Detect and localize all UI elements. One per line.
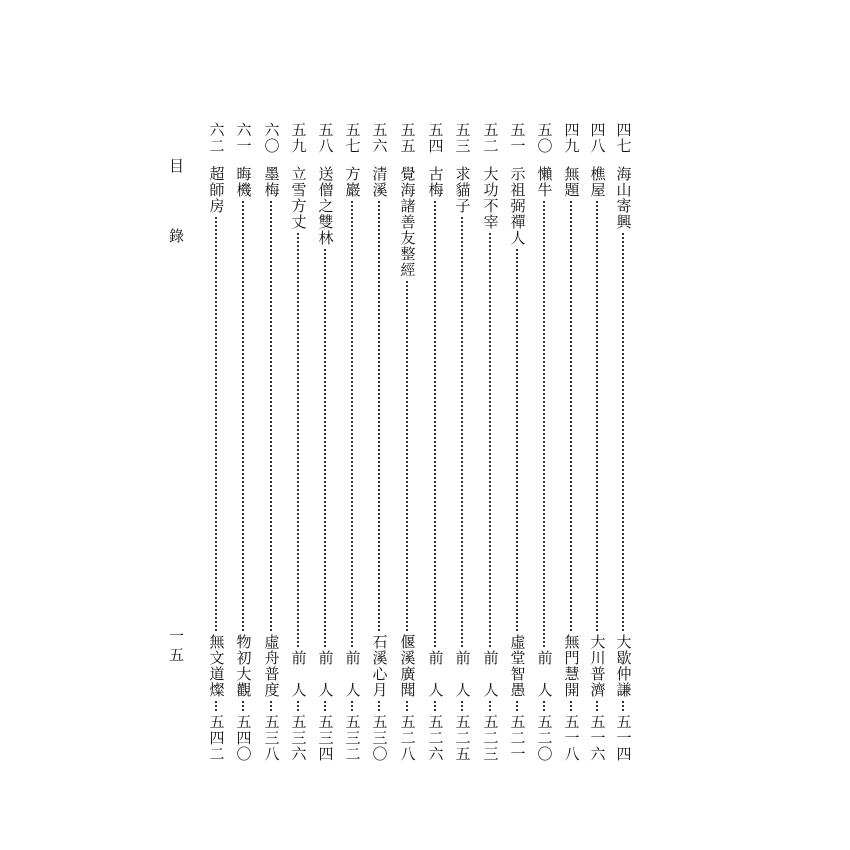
entry-title: 大功不宰 xyxy=(481,166,500,230)
dot-leader xyxy=(543,701,545,711)
toc-entry[interactable] xyxy=(396,122,418,762)
dot-leader xyxy=(570,201,572,631)
entry-number: 六二 xyxy=(207,122,226,154)
entry-page: 五二〇 xyxy=(535,714,554,762)
entry-page: 五三〇 xyxy=(370,714,389,762)
entry-title: 求貓子 xyxy=(453,166,472,214)
toc-entry[interactable] xyxy=(560,122,582,762)
dot-leader xyxy=(351,201,353,647)
entry-page: 五一六 xyxy=(588,714,607,762)
entry-title: 清溪 xyxy=(370,166,389,198)
dot-leader xyxy=(434,201,436,647)
dot-leader xyxy=(489,701,491,711)
entry-number: 四八 xyxy=(588,122,607,154)
entry-number: 四七 xyxy=(614,122,633,154)
entry-title: 古梅 xyxy=(426,166,445,198)
dot-leader xyxy=(215,217,217,631)
dot-leader xyxy=(461,701,463,711)
dot-leader xyxy=(516,249,518,631)
entry-title: 晦機 xyxy=(234,166,253,198)
entry-title: 送僧之雙林 xyxy=(316,166,335,246)
dot-leader xyxy=(489,233,491,647)
entry-author: 無文道燦 xyxy=(207,634,226,698)
toc-entry[interactable] xyxy=(533,122,555,762)
toc-entry[interactable] xyxy=(314,122,336,762)
entry-page: 五二五 xyxy=(453,714,472,762)
dot-leader xyxy=(324,701,326,711)
toc-entry[interactable] xyxy=(205,122,227,762)
dot-leader xyxy=(215,701,217,711)
entry-page: 五三二 xyxy=(343,714,362,762)
entry-author: 偃溪廣聞 xyxy=(398,634,417,698)
entry-title: 覺海諸善友整經 xyxy=(398,166,417,278)
dot-leader xyxy=(516,701,518,711)
dot-leader xyxy=(543,201,545,647)
toc-entry[interactable] xyxy=(506,122,528,762)
entry-number: 五九 xyxy=(289,122,308,154)
entry-author: 前 人 xyxy=(426,650,445,698)
dot-leader xyxy=(461,217,463,647)
entry-number: 五四 xyxy=(426,122,445,154)
entry-author: 前 人 xyxy=(289,650,308,698)
entry-number: 四九 xyxy=(562,122,581,154)
entry-page: 五一八 xyxy=(562,714,581,762)
dot-leader xyxy=(378,701,380,711)
entry-page: 五一四 xyxy=(614,714,633,762)
page-number: 一五 xyxy=(167,628,185,666)
entry-page: 五二一 xyxy=(508,714,527,762)
entry-author: 大川普濟 xyxy=(588,634,607,698)
dot-leader xyxy=(406,281,408,631)
dot-leader xyxy=(406,701,408,711)
entry-author: 無門慧開 xyxy=(562,634,581,698)
entry-page: 五二六 xyxy=(426,714,445,762)
entry-page: 五三四 xyxy=(316,714,335,762)
entry-number: 五七 xyxy=(343,122,362,154)
entry-number: 六〇 xyxy=(262,122,281,154)
toc-entry[interactable] xyxy=(612,122,634,762)
entry-page: 五二三 xyxy=(481,714,500,762)
entry-number: 五六 xyxy=(370,122,389,154)
entry-title: 樵屋 xyxy=(588,166,607,198)
dot-leader xyxy=(324,249,326,647)
entry-number: 五一 xyxy=(508,122,527,154)
entry-number: 五八 xyxy=(316,122,335,154)
entry-page: 五三六 xyxy=(289,714,308,762)
dot-leader xyxy=(570,701,572,711)
entry-author: 虛舟普度 xyxy=(262,634,281,698)
entry-title: 懶牛 xyxy=(535,166,554,198)
entry-title: 海山寄興 xyxy=(614,166,633,230)
entry-title: 墨梅 xyxy=(262,166,281,198)
running-header: 目錄 xyxy=(167,158,185,298)
dot-leader xyxy=(434,701,436,711)
entry-number: 五〇 xyxy=(535,122,554,154)
dot-leader xyxy=(596,701,598,711)
entry-author: 前 人 xyxy=(453,650,472,698)
dot-leader xyxy=(242,201,244,631)
entry-author: 石溪心月 xyxy=(370,634,389,698)
entry-author: 前 人 xyxy=(535,650,554,698)
dot-leader xyxy=(297,233,299,647)
entry-title: 方巖 xyxy=(343,166,362,198)
entry-page: 五四〇 xyxy=(234,714,253,762)
entry-page: 五三八 xyxy=(262,714,281,762)
dot-leader xyxy=(351,701,353,711)
toc-entry[interactable] xyxy=(451,122,473,762)
toc-entry[interactable] xyxy=(341,122,363,762)
entry-page: 五四二 xyxy=(207,714,226,762)
toc-entry[interactable] xyxy=(586,122,608,762)
dot-leader xyxy=(622,701,624,711)
toc-entry[interactable] xyxy=(260,122,282,762)
entry-number: 五二 xyxy=(481,122,500,154)
entry-title: 無題 xyxy=(562,166,581,198)
entry-author: 物初大觀 xyxy=(234,634,253,698)
toc-entry[interactable] xyxy=(424,122,446,762)
dot-leader xyxy=(270,701,272,711)
dot-leader xyxy=(378,201,380,631)
toc-entry[interactable] xyxy=(479,122,501,762)
toc-entry[interactable] xyxy=(232,122,254,762)
entry-number: 六一 xyxy=(234,122,253,154)
dot-leader xyxy=(270,201,272,631)
dot-leader xyxy=(622,233,624,631)
entry-author: 前 人 xyxy=(316,650,335,698)
dot-leader xyxy=(242,701,244,711)
entry-author: 前 人 xyxy=(481,650,500,698)
entry-page: 五二八 xyxy=(398,714,417,762)
entry-number: 五五 xyxy=(398,122,417,154)
entry-title: 立雪方丈 xyxy=(289,166,308,230)
entry-author: 虛堂智愚 xyxy=(508,634,527,698)
entry-title: 超師房 xyxy=(207,166,226,214)
entry-number: 五三 xyxy=(453,122,472,154)
toc-entry[interactable] xyxy=(368,122,390,762)
toc-entry[interactable] xyxy=(287,122,309,762)
entry-author: 前 人 xyxy=(343,650,362,698)
entry-title: 示祖弼禪人 xyxy=(508,166,527,246)
dot-leader xyxy=(596,201,598,631)
entry-author: 大歇仲謙 xyxy=(614,634,633,698)
dot-leader xyxy=(297,701,299,711)
